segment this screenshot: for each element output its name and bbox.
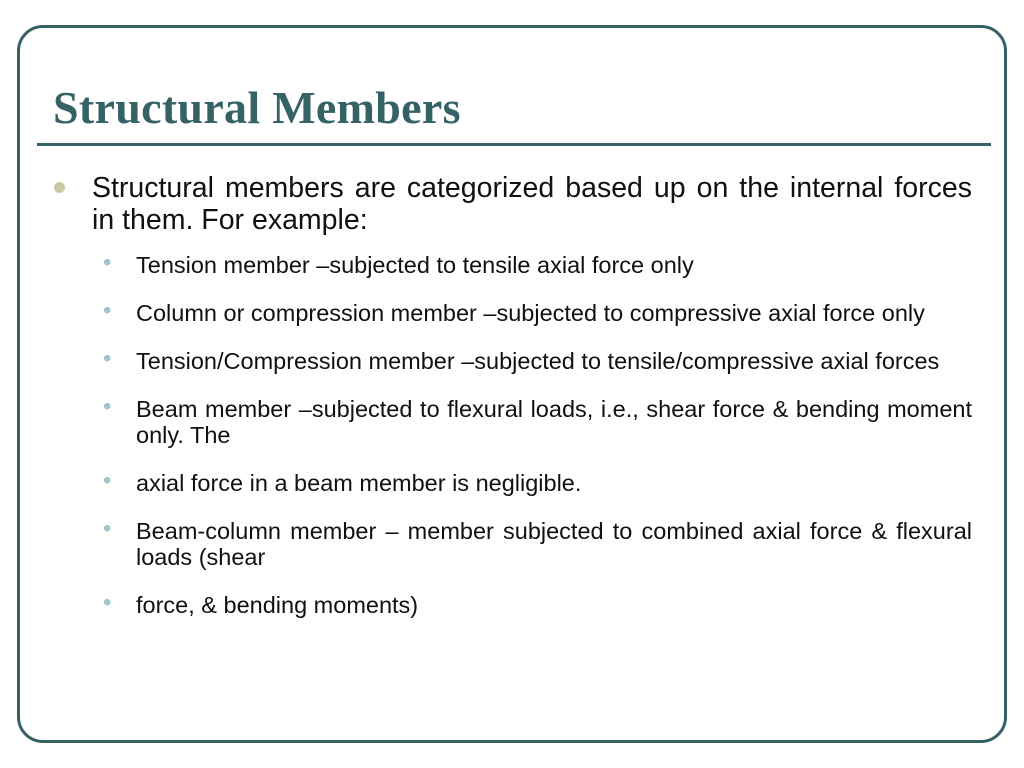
- sub-bullet-text: Tension/Compression member –subjected to tensile/compressive axial forces: [136, 348, 940, 374]
- sub-bullet-text: Beam member –subjected to flexural loads, i.e., shear force & bending moment only. The: [136, 396, 972, 448]
- sub-bullet-text: Tension member –subjected to tensile axial force only: [136, 252, 694, 278]
- bullet-dot-icon: •: [103, 297, 112, 324]
- main-bullet-text: Structural members are categorized based up on the internal forces in them. For example:: [92, 172, 972, 236]
- sub-bullet-text: force, & bending moments): [136, 592, 419, 618]
- bullet-dot-icon: •: [103, 589, 112, 616]
- title-divider: [37, 143, 991, 146]
- sub-bullet-text: Column or compression member –subjected to compressive axial force only: [136, 300, 925, 326]
- slide-content: [54, 172, 972, 640]
- sub-bullet-item: [54, 297, 972, 326]
- sub-bullet-text: axial force in a beam member is negligible.: [136, 470, 582, 496]
- sub-bullet-item: [54, 589, 972, 618]
- sub-bullet-item: [54, 515, 972, 570]
- bullet-dot-icon: [54, 182, 65, 193]
- bullet-dot-icon: •: [103, 515, 112, 542]
- slide-title: Structural Members: [53, 82, 461, 133]
- bullet-dot-icon: •: [103, 345, 112, 372]
- bullet-dot-icon: •: [103, 467, 112, 494]
- sub-bullet-item: [54, 393, 972, 448]
- sub-bullet-item: [54, 249, 972, 278]
- main-bullet: [54, 172, 972, 236]
- sub-bullet-list: [54, 249, 972, 618]
- bullet-dot-icon: •: [103, 393, 112, 420]
- sub-bullet-item: [54, 467, 972, 496]
- sub-bullet-text: Beam-column member – member subjected to combined axial force & flexural loads (shear: [136, 518, 972, 570]
- bullet-dot-icon: •: [103, 249, 112, 276]
- sub-bullet-item: [54, 345, 972, 374]
